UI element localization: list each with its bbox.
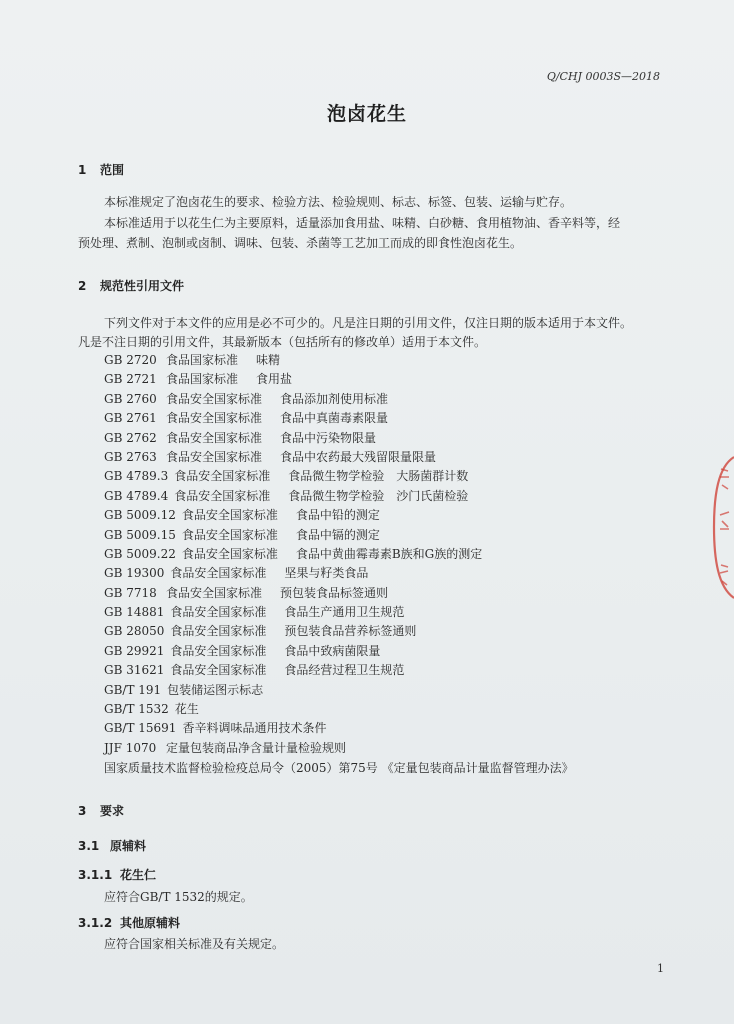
reference-code: GB 2721 (104, 372, 157, 387)
reference-item (104, 584, 482, 603)
reference-item (104, 564, 482, 583)
scope-paragraph-1: 本标准规定了泡卤花生的要求、检验方法、检验规则、标志、标签、包装、运输与贮存。 (104, 195, 573, 209)
standard-code: Q/CHJ 0003S—2018 (546, 70, 660, 83)
reference-standard: 食品国家标准 (166, 353, 239, 367)
reference-item (104, 642, 482, 661)
reference-standard: 食品国家标准 (166, 372, 239, 387)
section-number: 3 (78, 804, 87, 818)
reference-title: 坚果与籽类食品 (284, 566, 369, 581)
reference-item (104, 370, 482, 389)
section-2-heading (78, 277, 184, 294)
reference-title: 食品中农药最大残留限量限量 (280, 449, 437, 464)
reference-code: GB 4789.4 (104, 488, 169, 503)
reference-title: 食品添加剂使用标准 (280, 391, 389, 406)
reference-standard: 食品安全国家标准 (170, 566, 267, 581)
reference-standard: 食品安全国家标准 (174, 469, 271, 484)
reference-item (104, 526, 482, 545)
subsection-3-1-2-heading (78, 914, 180, 931)
reference-standard: 花生 (174, 702, 199, 717)
reference-title: 食用盐 (256, 372, 293, 387)
reference-item (104, 545, 482, 564)
subsection-3-1-heading (78, 837, 146, 854)
reference-standard: 食品安全国家标准 (166, 449, 263, 464)
reference-title: 食品中镉的测定 (295, 527, 380, 542)
reference-title: 食品生产通用卫生规范 (284, 605, 405, 620)
reference-item (104, 390, 482, 409)
reference-code: GB/T 191 (104, 682, 162, 697)
reference-standard: 食品安全国家标准 (166, 585, 263, 600)
reference-title: 食品经营过程卫生规范 (284, 663, 405, 678)
references-intro-line-1: 下列文件对于本文件的应用是必不可少的。凡是注日期的引用文件，仅注日期的版本适用于本文件。 (104, 316, 633, 330)
reference-standard: 食品安全国家标准 (174, 488, 271, 503)
reference-code: GB 28050 (104, 624, 165, 639)
reference-title: 食品中致病菌限量 (284, 643, 381, 658)
subsection-number: 3.1.1 (78, 868, 113, 882)
section-title: 范围 (100, 163, 125, 177)
section-1-heading (78, 161, 124, 178)
section-3-heading (78, 802, 124, 819)
reference-standard: 食品安全国家标准 (166, 411, 263, 426)
reference-title: 食品中真菌毒素限量 (280, 411, 389, 426)
reference-code: GB 2762 (104, 430, 157, 445)
reference-title: 预包装食品营养标签通则 (284, 624, 417, 639)
section-number: 1 (78, 163, 87, 177)
reference-code: JJF 1070 (104, 740, 157, 755)
reference-item (104, 506, 482, 525)
reference-code: GB 5009.12 (104, 508, 176, 523)
reference-item (104, 739, 482, 758)
reference-standard: 食品安全国家标准 (170, 643, 267, 658)
red-seal-stamp (712, 455, 734, 600)
reference-title: 食品微生物学检验 大肠菌群计数 (288, 469, 469, 484)
reference-list (104, 351, 482, 758)
reference-code: GB 4789.3 (104, 469, 169, 484)
reference-code: GB/T 1532 (104, 702, 169, 717)
subsection-number: 3.1 (78, 839, 100, 853)
scope-paragraph-2-line-2: 预处理、煮制、泡制或卤制、调味、包装、杀菌等工艺加工而成的即食性泡卤花生。 (78, 236, 523, 250)
reference-standard: 食品安全国家标准 (170, 605, 267, 620)
reference-standard: 食品安全国家标准 (170, 624, 267, 639)
reference-title: 食品中黄曲霉毒素B族和G族的测定 (295, 546, 483, 561)
reference-item (104, 681, 482, 700)
reference-item (104, 487, 482, 506)
document-title: 泡卤花生 (326, 103, 407, 125)
references-intro-line-2: 凡是不注日期的引用文件，其最新版本（包括所有的修改单）适用于本文件。 (78, 335, 487, 349)
reference-code: GB 5009.15 (104, 527, 176, 542)
section-number: 2 (78, 279, 87, 293)
reference-code: GB 5009.22 (104, 546, 176, 561)
reference-code: GB 2763 (104, 449, 157, 464)
page-number: 1 (657, 962, 664, 975)
reference-standard: 定量包装商品净含量计量检验规则 (166, 740, 347, 755)
reference-code: GB 14881 (104, 605, 165, 620)
reference-standard: 食品安全国家标准 (170, 663, 267, 678)
reference-item (104, 622, 482, 641)
reference-code: GB/T 15691 (104, 721, 177, 736)
subsection-3-1-1-heading (78, 866, 156, 883)
reference-standard: 食品安全国家标准 (181, 546, 278, 561)
reference-code: GB 29921 (104, 643, 165, 658)
reference-item (104, 661, 482, 680)
reference-code: GB 31621 (104, 663, 165, 678)
reference-item (104, 409, 482, 428)
reference-item (104, 719, 482, 738)
reference-standard: 食品安全国家标准 (181, 508, 278, 523)
reference-item (104, 351, 482, 370)
reference-title: 食品中污染物限量 (280, 430, 377, 445)
reference-title: 预包装食品标签通则 (280, 585, 389, 600)
reference-code: GB 19300 (104, 566, 165, 581)
reference-title: 食品中铅的测定 (295, 508, 380, 523)
reference-code: GB 2720 (104, 353, 157, 367)
reference-title: 食品微生物学检验 沙门氏菌检验 (288, 488, 469, 503)
scope-paragraph-2-line-1: 本标准适用于以花生仁为主要原料，适量添加食用盐、味精、白砂糖、食用植物油、香辛料等，经 (104, 216, 621, 230)
reference-standard: 包装储运图示标志 (167, 682, 264, 697)
section-title: 规范性引用文件 (100, 279, 185, 293)
subsection-3-1-2-text: 应符合国家相关标准及有关规定。 (104, 937, 285, 951)
reference-item (104, 603, 482, 622)
reference-standard: 香辛料调味品通用技术条件 (182, 721, 327, 736)
reference-item (104, 448, 482, 467)
section-title: 要求 (100, 804, 125, 818)
reference-item (104, 467, 482, 486)
subsection-title: 原辅料 (110, 839, 147, 853)
regulation-reference: 国家质量技术监督检验检疫总局令（2005）第75号 《定量包装商品计量监督管理办法》 (104, 761, 574, 775)
reference-standard: 食品安全国家标准 (181, 527, 278, 542)
reference-standard: 食品安全国家标准 (166, 391, 263, 406)
subsection-3-1-1-text: 应符合GB/T 1532的规定。 (104, 890, 253, 904)
reference-code: GB 2760 (104, 391, 157, 406)
subsection-number: 3.1.2 (78, 916, 113, 930)
reference-title: 味精 (256, 353, 281, 367)
reference-code: GB 7718 (104, 585, 157, 600)
subsection-title: 花生仁 (120, 868, 157, 882)
subsection-title: 其他原辅料 (120, 916, 181, 930)
reference-code: GB 2761 (104, 411, 157, 426)
reference-item (104, 429, 482, 448)
reference-item (104, 700, 482, 719)
reference-standard: 食品安全国家标准 (166, 430, 263, 445)
